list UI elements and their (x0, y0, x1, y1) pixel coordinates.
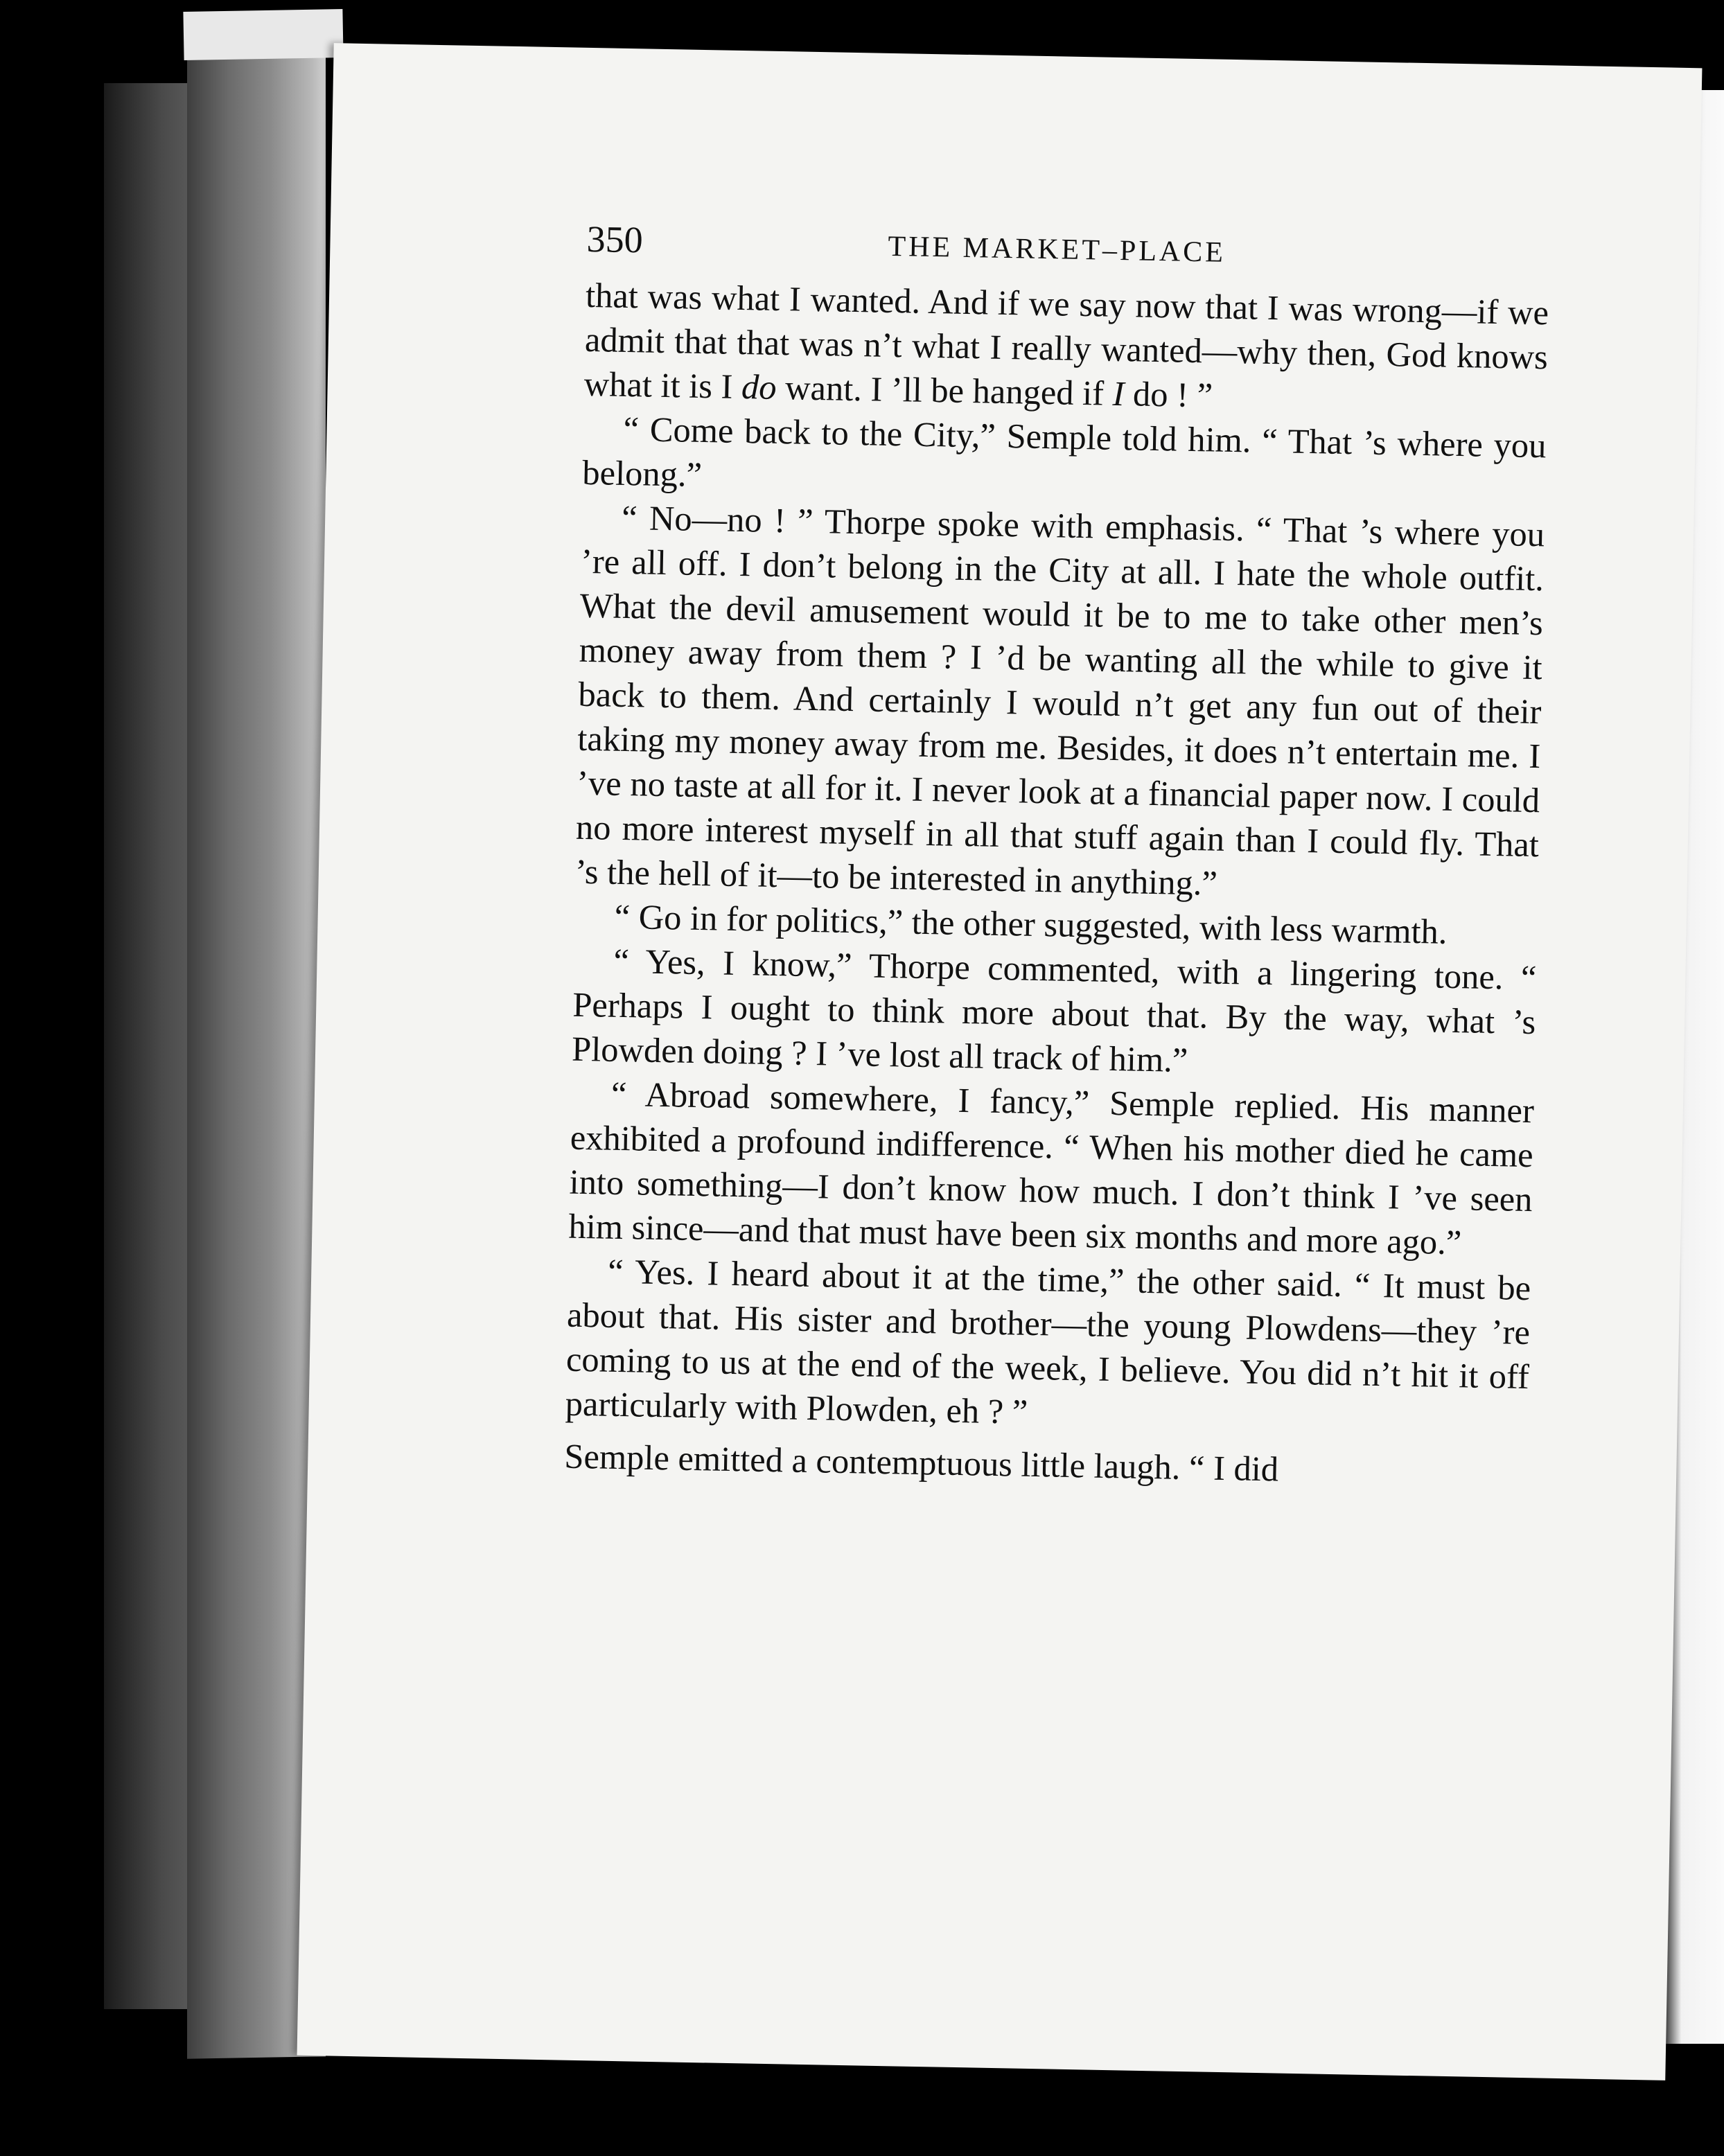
paragraph-1-italic-i: I (1112, 373, 1125, 414)
paragraph-7: “ Yes. I heard about it at the time,” the other said. “ It must be about that. His sister and brother—the young Plowdens—they ’re coming to us at the end of the week, I believe. You did n’t hit it off particularly with Plowden, eh ? ” (565, 1251, 1531, 1431)
book-edge-shadow (104, 83, 201, 2009)
paragraph-2: “ Come back to the City,” Semple told him. “ That ’s where you belong.” (581, 409, 1547, 494)
paragraph-8: Semple emitted a contemptuous little laugh. “ I did (563, 1436, 1279, 1489)
paragraph-5: “ Yes, I know,” Thorpe commented, with a lingering tone. “ Perhaps I ought to think more about that. By the way, what ’s Plowden doing ? I ’ve lost all track of him.” (571, 941, 1537, 1079)
paragraph-1-italic-do: do (741, 367, 777, 407)
paragraph-1-text-end: do ! ” (1123, 374, 1213, 415)
paragraph-1-text: that was what I wanted. And if we say now that I was wrong—if we admit that that was n’t what I really wanted—why then, God knows what it is I (583, 275, 1549, 407)
paragraph-3: “ No—no ! ” Thorpe spoke with emphasis. “ That ’s where you ’re all off. I don’t belong in the City at all. I hate the whole outfit. What the devil amusement would it be to me to take other men’s money away from them ? I ’d be wanting all the while to give it back to them. And certainly I would n’t get any fun out of their taking my money away from me. Besides, it does n’t entertain me. I ’ve no taste at all for it. I never look at a financial paper now. I could no more interest myself in all that stuff again than I could fly. That ’s the hell of it—to be interested in anything.” (574, 497, 1545, 903)
paragraph-1 (583, 273, 1549, 423)
page-sheet (297, 43, 1703, 2080)
paragraph-1-text-cont: want. I ’ll be hanged if (776, 367, 1114, 413)
paragraph-6: “ Abroad somewhere, I fancy,” Semple replied. His manner exhibited a profound indifference. “ When his mother died he came into something—I don’t know how much. I don’t think I ’ve seen him since—and that must have been six months and more ago.” (568, 1074, 1535, 1262)
book-top-edge (183, 9, 343, 60)
running-title: THE MARKET–PLACE (888, 230, 1226, 269)
page-number: 350 (586, 218, 644, 261)
body-text (564, 273, 1549, 1496)
paragraph-4: “ Go in for politics,” the other suggested, with less warmth. (614, 896, 1448, 951)
page-content (564, 218, 1550, 1496)
